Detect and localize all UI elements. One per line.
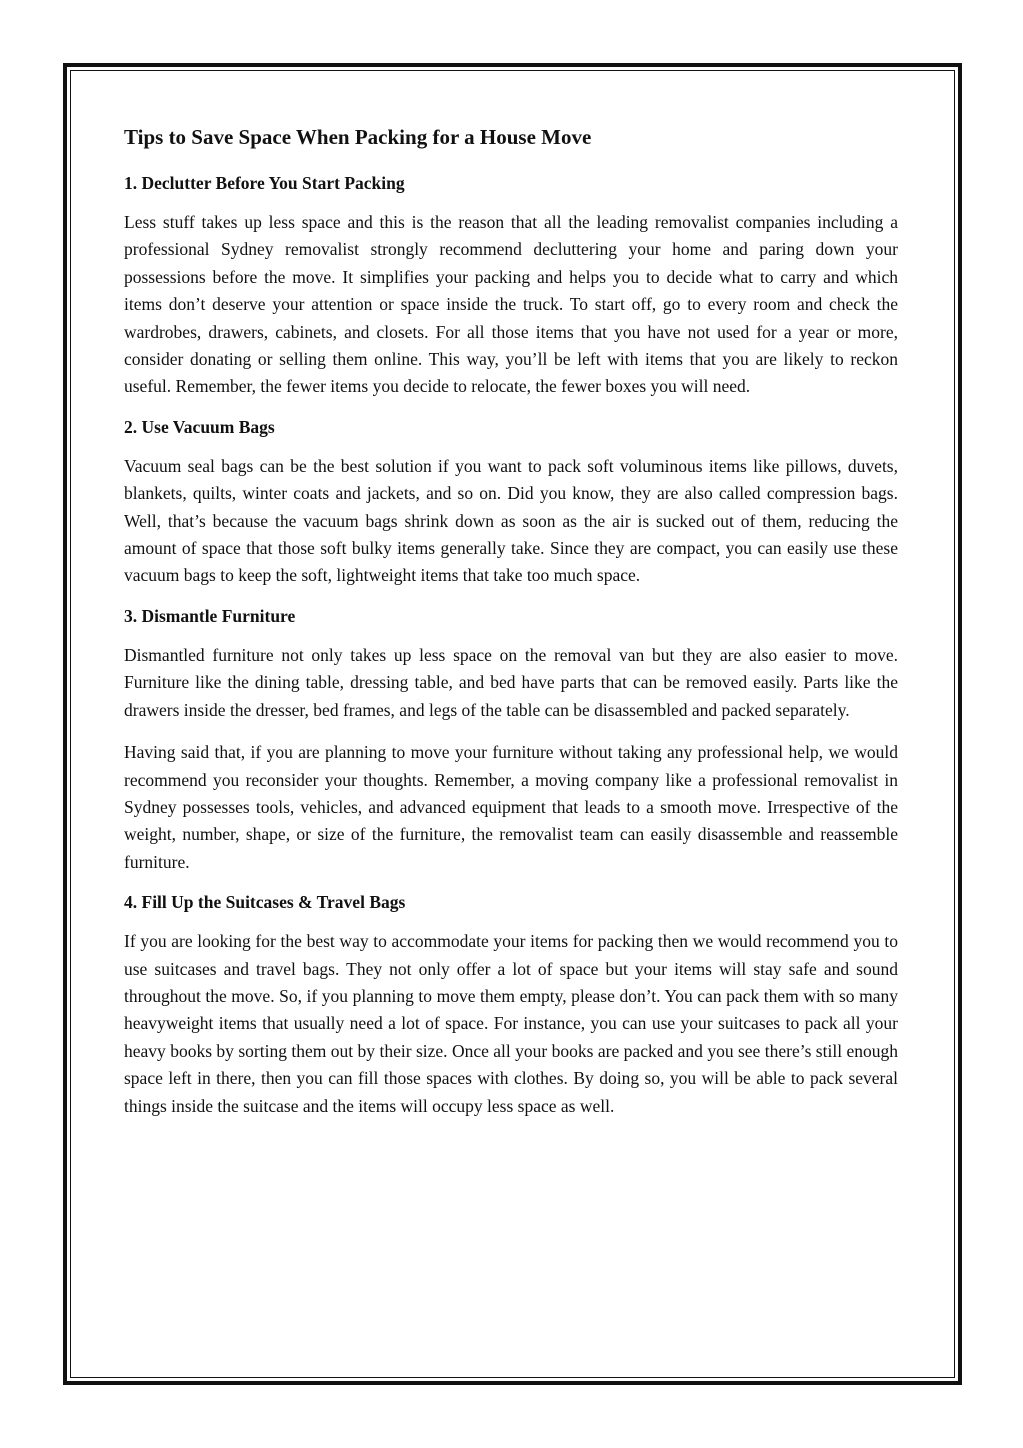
- paragraph-suitcases: If you are looking for the best way to accommodate your items for packing then we would recommend you to use suitcases and travel bags. They not only offer a lot of space but your items will stay safe and sound throughout the move. So, if you planning to move them empty, please don’t. You can pack them with so many heavyweight items that usually need a lot of space. For instance, you can use your suitcases to pack all your heavy books by sorting them out by their size. Once all your books are packed and you see there’s still enough space left in there, then you can fill those spaces with clothes. By doing so, you will be able to pack several things inside the suitcase and the items will occupy less space as well.: [124, 931, 898, 1116]
- section-heading-suitcases: 4. Fill Up the Suitcases & Travel Bags: [124, 892, 406, 913]
- paragraph-vacuum-bags: Vacuum seal bags can be the best solution if you want to pack soft voluminous items like pillows, duvets, blankets, quilts, winter coats and jackets, and so on. Did you know, they are also called compression bags. Well, that’s because the vacuum bags shrink down as soon as the air is sucked out of them, reducing the amount of space that those soft bulky items generally take. Since they are compact, you can easily use these vacuum bags to keep the soft, lightweight items that take too much space.: [124, 455, 898, 586]
- page-title: Tips to Save Space When Packing for a House Move: [124, 125, 592, 149]
- paragraph-dismantle-furniture-2: Having said that, if you are planning to move your furniture without taking any professional help, we would recommend you reconsider your thoughts. Remember, a moving company like a professional removalist in Sydney possesses tools, vehicles, and advanced equipment that leads to a smooth move. Irrespective of the weight, number, shape, or size of the furniture, the removalist team can easily disassemble and reassemble furniture.: [124, 742, 898, 872]
- document-body: [124, 121, 898, 1135]
- paragraph-declutter: Less stuff takes up less space and this is the reason that all the leading removalist companies including a professional Sydney removalist strongly recommend decluttering your home and paring down your possessions before the move. It simplifies your packing and helps you to decide what to carry and which items don’t deserve your attention or space inside the truck. To start off, go to every room and check the wardrobes, drawers, cabinets, and closets. For all those items that you have not used for a year or more, consider donating or selling them online. This way, you’ll be left with items that you are likely to reckon useful. Remember, the fewer items you decide to relocate, the fewer boxes you will need.: [124, 212, 898, 397]
- paragraph-dismantle-furniture-1: Dismantled furniture not only takes up less space on the removal van but they are also easier to move. Furniture like the dining table, dressing table, and bed have parts that can be removed easily. Parts like the drawers inside the dresser, bed frames, and legs of the table can be disassembled and packed separately.: [124, 644, 898, 720]
- section-heading-dismantle-furniture: 3. Dismantle Furniture: [124, 605, 296, 626]
- section-heading-vacuum-bags: 2. Use Vacuum Bags: [124, 416, 275, 437]
- section-heading-declutter: 1. Declutter Before You Start Packing: [124, 173, 405, 193]
